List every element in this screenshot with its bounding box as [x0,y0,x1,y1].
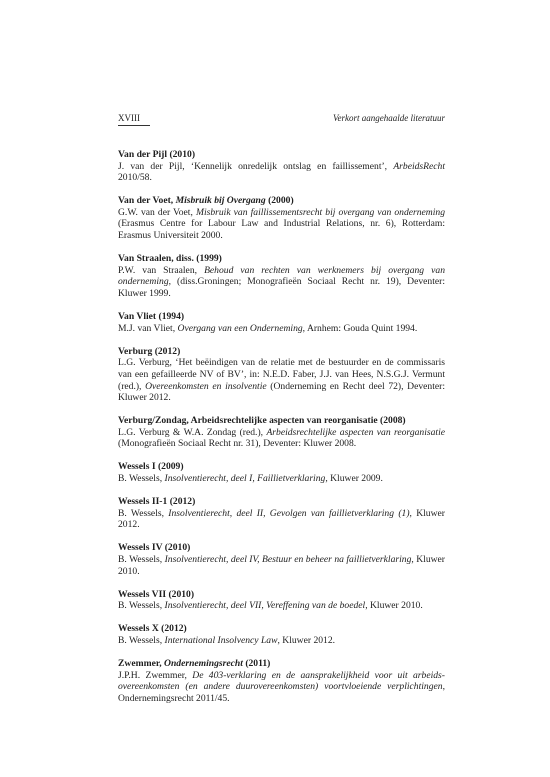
bibliography-entry [118,589,445,612]
entry-citation [118,473,445,485]
bibliography-entry [118,415,445,450]
entry-title-segment: Ondernemingsrecht [164,658,243,670]
entry-citation-segment: De 403-verklaring en de aansprakelijkheid voor uit arbeidsovereenkomsten (en andere duurovereenkomsten) voortvloeiende verplichtingen [118,669,445,693]
entry-citation [118,508,445,531]
bibliography-entry [118,195,445,241]
entry-title-segment: Wessels VII (2010) [118,588,195,600]
entry-citation-segment: Insolventierecht, deel II, Gevolgen van faillietverklaring (1) [168,507,410,519]
entry-citation-segment: P.W. van Straalen, [118,264,205,276]
entry-title [118,415,445,427]
entry-title [118,253,445,265]
entry-citation [118,357,445,403]
bibliography-entry [118,542,445,577]
entry-citation-segment: , Kluwer 2012. [118,507,445,531]
entry-title-segment: Wessels IV (2010) [118,542,191,554]
entry-title [118,496,445,508]
entry-citation [118,635,445,647]
entry-title-segment: Van Vliet (1994) [118,311,185,323]
entry-citation-segment: (Monografieën Sociaal Recht nr. 31), Deventer: Kluwer 2008. [118,438,357,450]
running-title: Verkort aangehaalde literatuur [333,113,445,123]
entry-citation-segment: B. Wessels, [118,473,165,485]
entry-title-segment: Wessels I (2009) [118,461,184,473]
entry-title [118,623,445,635]
entry-citation-segment: , Kluwer 2012. [277,635,336,646]
bibliography-entry [118,149,445,184]
entry-title [118,589,445,601]
entry-title-segment: Misbruik bij Overgang [175,195,266,207]
entry-citation-segment: J.P.H. Zwemmer, [118,669,193,681]
bibliography-entry [118,346,445,404]
entry-citation-segment: , Ondernemingsrecht 2011/45. [118,681,445,704]
entry-title-segment: Wessels X (2012) [118,623,187,635]
entry-citation-segment: B. Wessels, [118,554,165,566]
entry-title [118,346,445,358]
entry-title-segment: Van der Voet, [118,195,176,207]
entry-citation-segment: , Arnhem: Gouda Quint 1994. [302,322,418,334]
entry-citation-segment: L.G. Verburg, ‘Het beëindigen van de relatie met de bestuurder en de commissaris van een gefailleerde NV of BV’, in: N.E.D. Faber, J.J. van Hees, N.S.G.J. Vermunt (red.), [118,357,445,392]
entry-citation-segment: International Insolvency Law [164,635,278,646]
entry-title [118,195,445,207]
entry-citation-segment: ArbeidsRecht [393,160,445,172]
entry-citation-segment: Insolventierecht, deel IV, Bestuur en beheer na faillietverklaring [164,554,412,566]
bibliography-entry [118,311,445,334]
entry-title [118,658,445,670]
bibliography-entry [118,253,445,299]
entry-citation [118,323,445,335]
entry-citation-segment: J. van der Pijl, ‘Kennelijk onredelijk ontslag en faillissement’, [118,160,394,172]
entry-citation-segment: (Erasmus Centre for Labour Law and Industrial Relations, nr. 6), Rotterdam: Erasmus Universiteit 2000. [118,218,445,242]
entry-citation-segment: , Kluwer 2010. [118,554,445,577]
entry-citation-segment: (Onderneming en Recht deel 72), Deventer: Kluwer 2012. [118,380,445,404]
entry-citation-segment: B. Wessels, [118,507,169,519]
entry-title-segment: Zwemmer, [118,658,165,670]
entry-citation [118,265,445,300]
page-header [118,113,445,127]
page-number: XVIII [118,113,140,123]
entry-citation-segment: B. Wessels, [118,600,165,612]
bibliography-entry [118,461,445,484]
entry-citation-segment: , (diss.Groningen; Monografieën Sociaal Recht nr. 19), Deventer: Kluwer 1999. [118,276,445,299]
entry-citation-segment: M.J. van Vliet, [118,322,178,334]
entry-citation [118,207,445,242]
entry-title [118,311,445,323]
entry-citation-segment: Behoud van rechten van werknemers bij overgang van onderneming [118,264,445,288]
entry-citation [118,600,445,612]
bibliography-entry [118,623,445,646]
entry-title [118,542,445,554]
entry-title-segment: Wessels II-1 (2012) [118,496,196,508]
bibliography-entry [118,496,445,531]
entry-citation-segment: Insolventierecht, deel VII, Vereffening van de boedel [164,600,366,612]
entry-citation-segment: Arbeidsrechtelijke aspecten van reorganisatie [266,426,445,438]
entry-citation-segment: , Kluwer 2010. [365,600,423,612]
entry-title-segment: Van Straalen, diss. (1999) [118,253,222,265]
entry-citation-segment: 2010/58. [118,172,152,184]
entry-citation-segment: G.W. van der Voet, [118,206,196,218]
entry-citation-segment: Insolventierecht, deel I, Faillietverklaring [164,473,326,485]
entry-citation-segment: , Kluwer 2009. [325,473,383,485]
entry-citation-segment: Misbruik van faillissementsrecht bij overgang van onderneming [195,206,445,218]
entry-title [118,461,445,473]
bibliography-list [118,149,445,716]
entry-citation [118,161,445,184]
entry-citation [118,427,445,450]
entry-title-segment: Verburg/Zondag, Arbeidsrechtelijke aspecten van reorganisatie (2008) [118,415,406,427]
entry-title-segment: Verburg (2012) [118,345,181,357]
entry-citation-segment: Overeenkomsten en insolventie [145,380,267,392]
entry-title [118,149,445,161]
header-rule [118,125,150,126]
entry-title-segment: Van der Pijl (2010) [118,149,196,160]
entry-citation [118,554,445,577]
entry-title-segment: (2000) [265,195,294,207]
entry-citation-segment: B. Wessels, [118,635,165,646]
entry-title-segment: (2011) [242,658,271,670]
entry-citation-segment: Overgang van een Onderneming [177,322,303,334]
entry-citation-segment: L.G. Verburg & W.A. Zondag (red.), [118,426,267,438]
entry-citation [118,670,445,705]
bibliography-entry [118,658,445,704]
